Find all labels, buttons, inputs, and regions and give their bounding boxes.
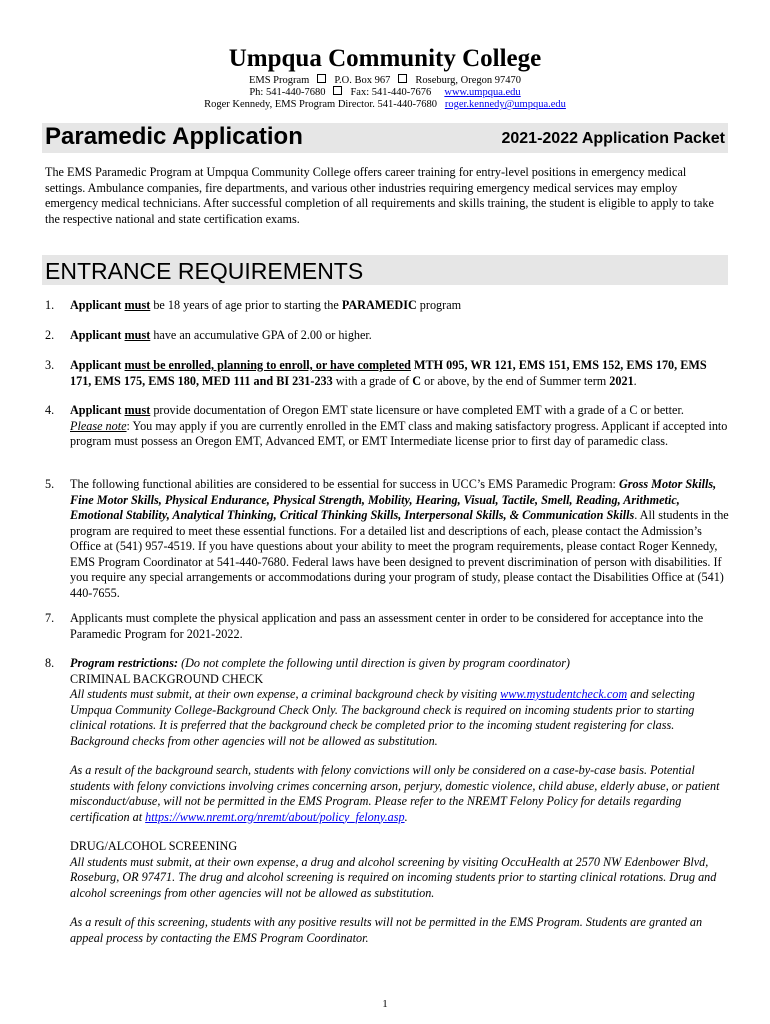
intro-paragraph: The EMS Paramedic Program at Umpqua Community College offers career training for entry-level positions in emergency medical settings. Ambulance companies, fire departments, and various other industries requiring emergency medical services may employ emergency medical technicians. After successful completion of all requirements and skills training, the student is eligible to apply to take the respective national and state certification exams.: [45, 165, 714, 226]
city: Roseburg, Oregon 97470: [415, 75, 522, 86]
text: . All students in the program are required to meet these essential functions. For a detailed list and descriptions of each, please contact the Admission’s Office at (541) 957-4519. If you have questions about your ability to meet the program requirements, please contact Roger Kennedy, EMS Program Coordinator at 541-440-7680. Federal laws have been designed to prevent discrimination of person with disabilities. If you require any special arrangements or accommodations during your program of study, please contact the Disabilities Office at (541) 440-7655.: [70, 508, 729, 600]
item-number: 5.: [45, 477, 55, 491]
fax: Fax: 541-440-7676: [350, 87, 432, 98]
text: must: [124, 298, 151, 312]
text: Program restrictions:: [70, 656, 179, 670]
checkbox-square-icon: [317, 74, 326, 83]
item-number: 7.: [45, 611, 55, 625]
text: must: [124, 328, 151, 342]
text: be 18 years of age prior to starting the: [150, 298, 342, 312]
text: .: [633, 373, 637, 388]
list-item: [45, 298, 730, 314]
list-item: [45, 358, 730, 389]
text: : You may apply if you are currently enrolled in the EMT class and making satisfactory progress. Applicant if accepted into program must possess an Oregon EMT, Advanced EMT, or EMT Intermediate license prior to first day of paramedic class.: [70, 418, 728, 448]
text: Applicants must complete the physical application and pass an assessment center in order to be considered for acceptance into the Paramedic Program for 2021-2022.: [70, 611, 704, 641]
text: with a grade of: [332, 373, 413, 388]
list-item: [45, 477, 730, 601]
text: program: [416, 298, 462, 312]
text: Applicant: [70, 403, 125, 417]
packet-year: 2021-2022 Application Packet: [501, 130, 725, 147]
text: must: [124, 403, 151, 417]
text: or above, by the end of Summer term: [421, 373, 610, 388]
text: As a result of this screening, students with any positive results will not be permitted in the EMS Program. Students are granted an appeal process by contacting the EMS Program Coordinator.: [70, 915, 703, 945]
text: All students must submit, at their own expense, a drug and alcohol screening by visiting OccuHealth at 2570 NW Edenbower Blvd, Roseburg, OR 97471. The drug and alcohol screening is required on incoming students prior to starting clinical rotations. Drug and alcohol screenings from other agencies will not be allowed as substitution.: [70, 854, 717, 900]
text: .: [404, 809, 408, 824]
text: Gross Motor Skills, Fine Motor Skills, Physical Endurance, Physical Strength, Mobility, Hearing, Visual, Tactile, Smell, Reading, Arithmetic, Emotional Stability, Analytical Thinking, Critical Thinking Skills, Interpersonal Skills, & Communication Skills: [70, 477, 717, 522]
item-number: 3.: [45, 358, 55, 372]
page-number: 1: [382, 998, 388, 1010]
item-number: 2.: [45, 328, 55, 342]
po-box: P.O. Box 967: [334, 75, 391, 86]
text: Applicant: [70, 328, 125, 342]
page-title: Paramedic Application: [45, 123, 303, 150]
list-item: [45, 611, 730, 642]
text: Please note: [70, 418, 127, 433]
list-item: [45, 656, 730, 946]
text: provide documentation of Oregon EMT state licensure or have completed EMT with a grade of a C or better.: [150, 403, 684, 417]
item-number: 8.: [45, 656, 55, 670]
list-item: [45, 328, 730, 344]
director: Roger Kennedy, EMS Program Director. 541-440-7680: [204, 99, 437, 110]
item-number: 1.: [45, 298, 55, 312]
text: PARAMEDIC: [341, 298, 417, 312]
text: C: [412, 373, 422, 388]
text: The following functional abilities are considered to be essential for success in UCC’s EMS Paramedic Program:: [70, 477, 619, 491]
section-heading: DRUG/ALCOHOL SCREENING: [70, 839, 238, 853]
text: and selecting Umpqua Community College-Background Check Only. The background check is required on incoming students prior to starting clinical rotations. It is preferred that the background check be completed prior to the incoming student registering for class. Background checks from other agencies will not be allowed as substitution.: [70, 687, 695, 748]
text: As a result of the background search, students with felony convictions will only be considered on a case-by-case basis. Potential students with felony convictions involving crimes concerning arson, perjury, domestic violence, child abuse, elderly abuse, or patient misconduct/abuse, will not be permitted in the EMS Program. Please refer to the NREMT Felony Policy for details regarding certification at: [70, 763, 720, 824]
contact-line-3: [0, 98, 770, 111]
college-name: Umpqua Community College: [228, 45, 542, 72]
phone: Ph: 541-440-7680: [249, 87, 326, 98]
section-heading: CRIMINAL BACKGROUND CHECK: [70, 671, 264, 686]
text: Applicant: [70, 298, 125, 312]
website-link[interactable]: www.umpqua.edu: [444, 87, 521, 98]
nremt-policy-link[interactable]: https://www.nremt.org/nremt/about/policy_felony.asp: [145, 809, 405, 824]
requirements-heading: ENTRANCE REQUIREMENTS: [45, 258, 364, 284]
text: have an accumulative GPA of 2.00 or higher.: [150, 328, 372, 342]
email-link[interactable]: roger.kennedy@umpqua.edu: [444, 99, 566, 110]
background-check-link[interactable]: www.mystudentcheck.com: [500, 687, 628, 701]
text: Applicant: [70, 358, 125, 372]
item-number: 4.: [45, 403, 55, 417]
text: MTH 095, WR 121, EMS 151, EMS 152, EMS 170, EMS 171, EMS 175, EMS 180, MED 111 and BI 231-233: [70, 358, 707, 388]
program-label: EMS Program: [248, 75, 310, 86]
text: 2021: [609, 373, 634, 388]
text: (Do not complete the following until direction is given by program coordinator): [178, 656, 570, 670]
checkbox-square-icon: [333, 86, 342, 95]
list-item: [45, 403, 730, 450]
text: must be enrolled, planning to enroll, or have completed: [124, 358, 411, 372]
text: All students must submit, at their own expense, a criminal background check by visiting: [70, 687, 501, 701]
checkbox-square-icon: [398, 74, 407, 83]
